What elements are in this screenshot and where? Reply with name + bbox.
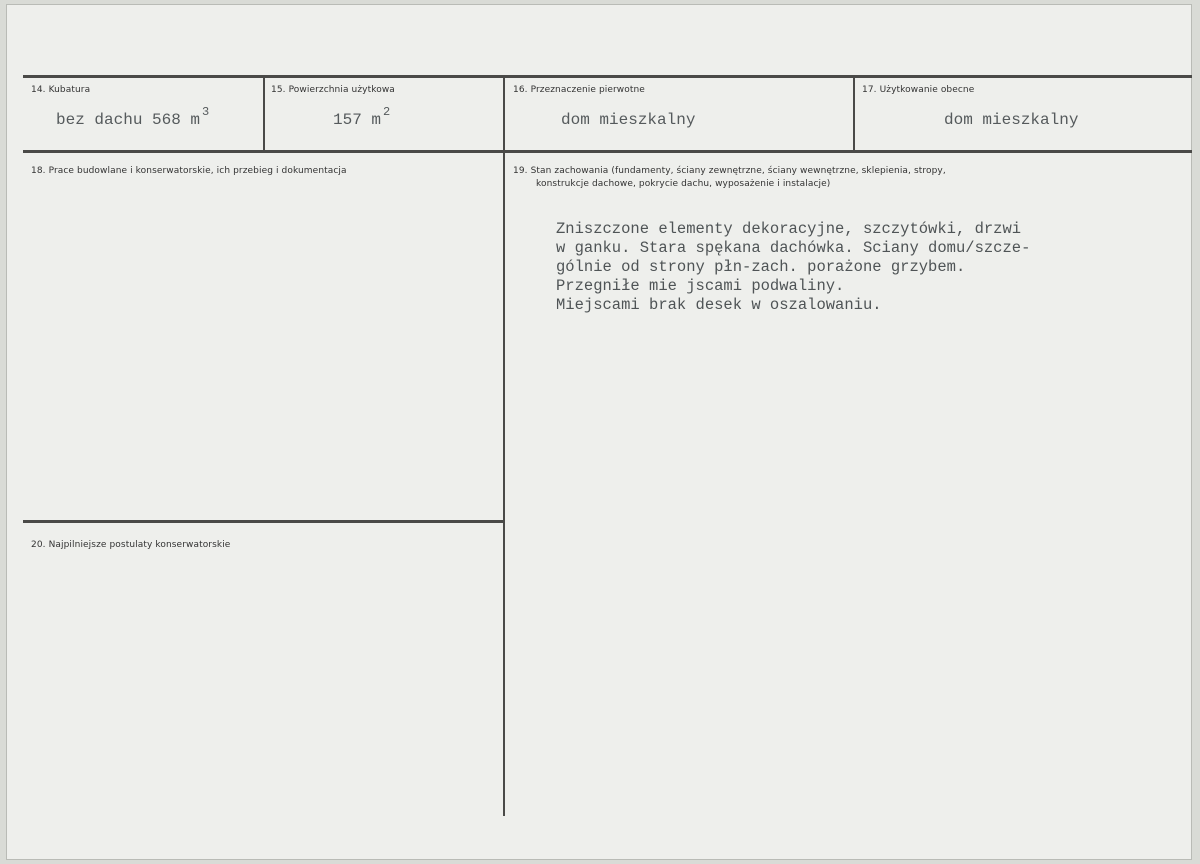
powierzchnia-label: 15. Powierzchnia użytkowa [271,85,395,95]
kubatura-label: 14. Kubatura [31,85,91,95]
stan-line: Zniszczone elementy dekoracyjne, szczytówki, drzwi [556,220,1022,238]
przeznaczenie-value: dom mieszkalny [561,111,696,129]
przeznaczenie-label: 16. Przeznaczenie pierwotne [513,85,645,95]
postulaty-label: 20. Najpilniejsze postulaty konserwatorskie [31,540,231,550]
stan-label-line1: 19. Stan zachowania (fundamenty, ściany zewnętrzne, ściany wewnętrzne, sklepienia, stropy, [513,166,946,176]
powierzchnia-value [333,105,391,129]
stan-description [556,220,1030,315]
kubatura-value-text: bez dachu 568 m [56,111,201,129]
stan-line: w ganku. Stara spękana dachówka. Sciany domu/szcze- [556,239,1031,257]
divider-15-16 [503,76,505,816]
top-border-line [23,75,1192,78]
powierzchnia-unit-exponent: 2 [383,105,391,119]
row18-bottom-line [23,520,504,523]
uzytkowanie-value: dom mieszkalny [944,111,1079,129]
kubatura-unit-exponent: 3 [202,105,210,119]
stan-line: gólnie od strony płn-zach. porażone grzybem. [556,258,966,276]
divider-16-17 [853,76,855,152]
prace-label: 18. Prace budowlane i konserwatorskie, ich przebieg i dokumentacja [31,166,347,176]
stan-line: Przegniłe mie jscami podwaliny. [556,277,845,295]
uzytkowanie-label: 17. Użytkowanie obecne [862,85,975,95]
record-card [6,4,1192,860]
kubatura-value [56,105,210,129]
row1-bottom-line [23,150,1192,153]
divider-14-15 [263,76,265,152]
stan-line: Miejscami brak desek w oszalowaniu. [556,296,882,314]
stan-label-line2: konstrukcje dachowe, pokrycie dachu, wyposażenie i instalacje) [536,179,831,189]
powierzchnia-value-text: 157 m [333,111,382,129]
